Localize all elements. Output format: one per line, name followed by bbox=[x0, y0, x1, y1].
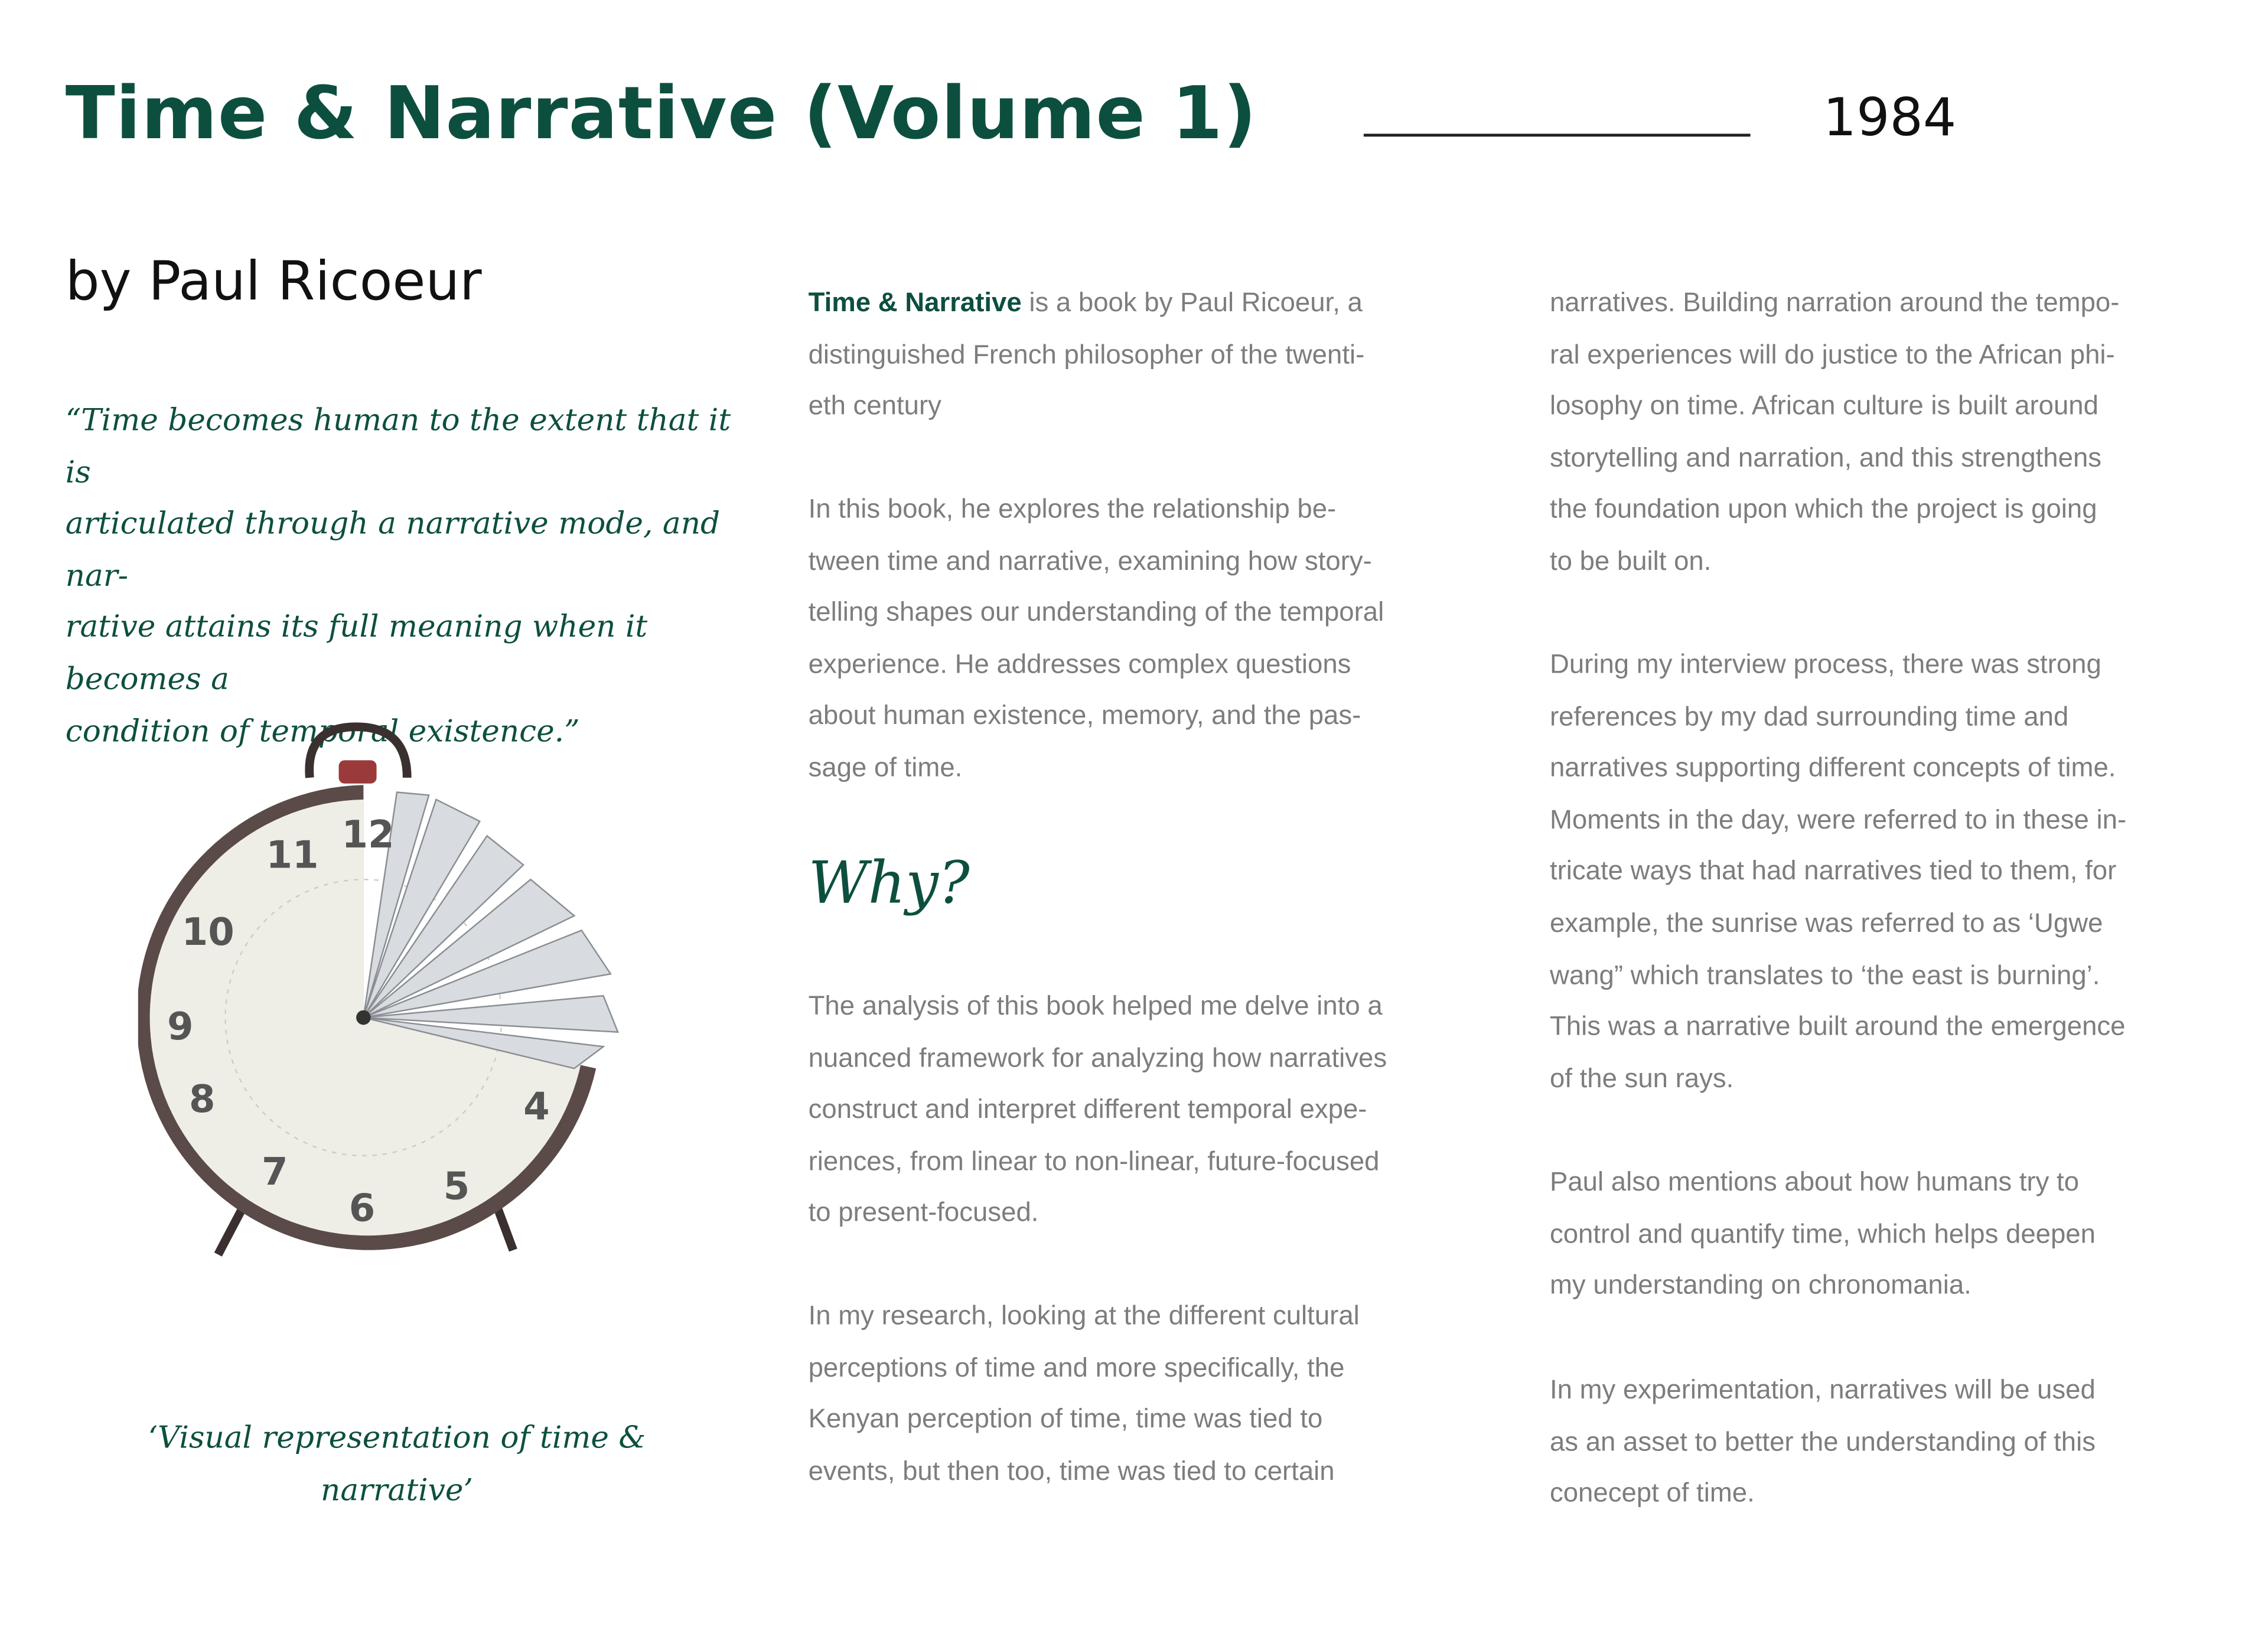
intro-paragraph bbox=[809, 276, 1365, 432]
text-line: ral experiences will do justice to the African phi- bbox=[1549, 338, 2115, 369]
text-line: about human existence, memory, and the pas- bbox=[808, 699, 1361, 731]
text-line: of the sun rays. bbox=[1549, 1062, 1734, 1093]
clock-numeral: 10 bbox=[181, 910, 234, 954]
text-line: riences, from linear to non-linear, future-focused bbox=[808, 1145, 1380, 1176]
book-summary-paragraph bbox=[809, 482, 1384, 793]
text-line: the foundation upon which the project is going bbox=[1549, 493, 2097, 524]
text-line: experience. He addresses complex questions bbox=[808, 648, 1351, 679]
text-line: In my experimentation, narratives will be used bbox=[1549, 1374, 2096, 1404]
clock-numeral: 6 bbox=[348, 1186, 376, 1231]
caption-line: narrative’ bbox=[321, 1472, 473, 1507]
text-line: sage of time. bbox=[808, 751, 963, 782]
caption-line: ‘Visual representation of time & bbox=[148, 1420, 646, 1455]
text-line: This was a narrative built around the emergence bbox=[1549, 1010, 2126, 1041]
text-line: telling shapes our understanding of the temporal bbox=[808, 596, 1384, 627]
quote-line: rative attains its full meaning when it becomes a bbox=[65, 609, 648, 696]
text-line: perceptions of time and more specifically, the bbox=[808, 1351, 1345, 1382]
why-heading: Why? bbox=[808, 850, 970, 918]
text-line: to present-focused. bbox=[808, 1196, 1039, 1228]
interview-paragraph bbox=[1550, 638, 2126, 1104]
text-line: During my interview process, there was strong bbox=[1549, 648, 2101, 679]
text-line: my understanding on chronomania. bbox=[1549, 1269, 1972, 1300]
author-heading: by Paul Ricoeur bbox=[65, 250, 482, 313]
quote-line: condition of temporal existence.” bbox=[65, 713, 580, 748]
text-line: events, but then too, time was tied to certain bbox=[808, 1455, 1335, 1486]
text-line: references by my dad surrounding time and bbox=[1549, 700, 2069, 731]
text-line: to be built on. bbox=[1549, 544, 1712, 576]
text-line: narratives supporting different concepts of time. bbox=[1549, 752, 2116, 782]
book-quote bbox=[66, 396, 734, 758]
chronomania-paragraph bbox=[1550, 1156, 2096, 1311]
text-line: Kenyan perception of time, time was tied to bbox=[808, 1403, 1323, 1434]
quote-line: “Time becomes human to the extent that it is bbox=[65, 402, 731, 490]
research-paragraph bbox=[809, 1289, 1360, 1496]
text-line: The analysis of this book helped me delve into a bbox=[808, 990, 1383, 1020]
text-line: eth century bbox=[808, 390, 941, 420]
text-line: conecept of time. bbox=[1549, 1477, 1755, 1508]
text-line: losophy on time. African culture is built around bbox=[1549, 390, 2098, 420]
page-title: Time & Narrative (Volume 1) bbox=[65, 71, 1257, 156]
text-line: nuanced framework for analyzing how narratives bbox=[808, 1041, 1387, 1072]
clock-numeral: 12 bbox=[341, 813, 395, 857]
quote-line: articulated through a narrative mode, and nar- bbox=[65, 506, 721, 593]
text-line: In my research, looking at the different cultural bbox=[808, 1299, 1360, 1331]
clock-numeral: 7 bbox=[262, 1150, 288, 1195]
narratives-paragraph bbox=[1550, 276, 2119, 587]
clock-numeral: 11 bbox=[266, 833, 319, 878]
text-line: In this book, he explores the relationship be- bbox=[808, 493, 1337, 524]
title-divider bbox=[1364, 133, 1751, 136]
clock-numeral: 9 bbox=[167, 1005, 194, 1049]
text-line: storytelling and narration, and this strengthens bbox=[1549, 441, 2102, 472]
experimentation-paragraph bbox=[1550, 1364, 2096, 1519]
text-line: as an asset to better the understanding of this bbox=[1549, 1425, 2096, 1456]
analysis-paragraph bbox=[809, 980, 1387, 1238]
clock-numeral: 8 bbox=[188, 1078, 216, 1122]
text-line: narratives. Building narration around the tempo- bbox=[1549, 286, 2120, 317]
clock-numeral: 4 bbox=[523, 1085, 550, 1129]
text-line: tween time and narrative, examining how story- bbox=[808, 544, 1372, 575]
text-line: Paul also mentions about how humans try to bbox=[1549, 1166, 2080, 1196]
text-line: distinguished French philosopher of the twenti- bbox=[808, 338, 1365, 369]
text-line: control and quantify time, which helps deepen bbox=[1549, 1217, 2096, 1248]
image-caption bbox=[138, 1413, 656, 1517]
clock-numeral: 5 bbox=[443, 1165, 470, 1209]
text-line: Moments in the day, were referred to in these in- bbox=[1549, 803, 2127, 834]
text-line: is a book by Paul Ricoeur, a bbox=[1021, 286, 1363, 317]
text-line: wang” which translates to ‘the east is burning’. bbox=[1549, 958, 2100, 990]
text-line: example, the sunrise was referred to as ‘Ugwe bbox=[1549, 906, 2103, 938]
book-clock-illustration bbox=[138, 719, 633, 1257]
book-title-highlight: Time & Narrative bbox=[808, 286, 1022, 317]
text-line: tricate ways that had narratives tied to them, for bbox=[1549, 855, 2117, 886]
text-line: construct and interpret different temporal expe- bbox=[808, 1093, 1367, 1124]
publication-year: 1984 bbox=[1823, 89, 1957, 149]
